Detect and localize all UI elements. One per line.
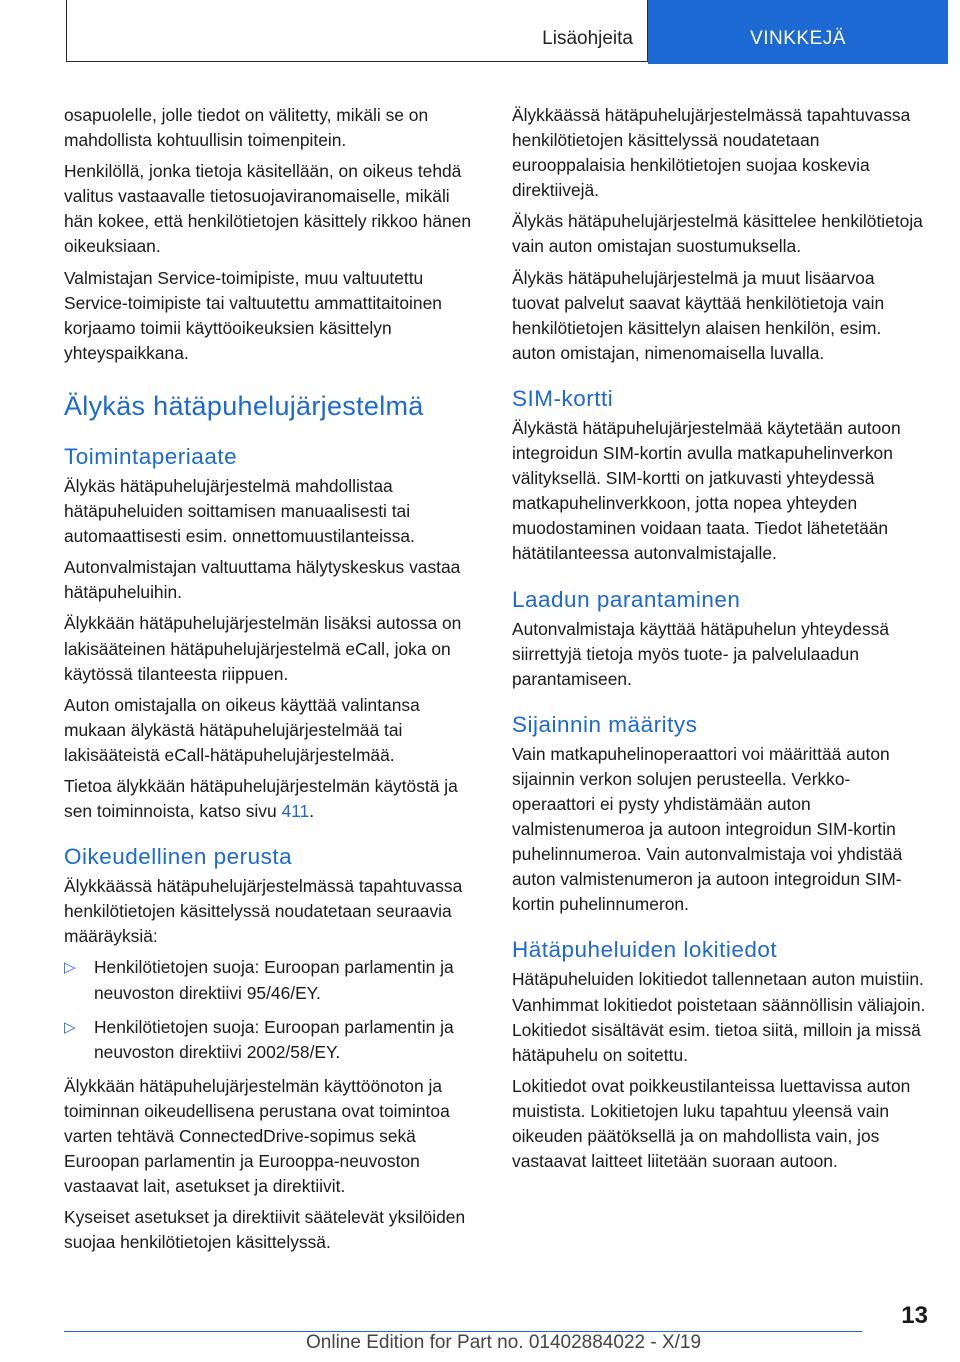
subheading-logs: Hätäpuheluiden lokitiedot [512, 937, 778, 963]
paragraph: Älykäs hätäpuhelujärjestelmä mahdollistaa hätäpuheluiden soittamisen manuaalisesti tai automaattisesti esim. onnettomuustilanteissa. [64, 475, 415, 547]
subheading-quality: Laadun parantaminen [512, 586, 741, 612]
list-item [64, 955, 478, 1005]
paragraph: Älykkäässä hätäpuhelujärjestelmässä tapahtuvassa henkilötietojen käsittelyssä noudatetaan eurooppalaisia henkilötietojen suojaa koskevia direktiivejä. [512, 105, 911, 201]
main-heading: Älykäs hätäpuhelujärjestelmä [64, 390, 424, 421]
triangle-bullet-icon: ▷ [64, 1018, 76, 1036]
right-column [512, 103, 926, 1180]
chapter-title: VINKKEJÄ [750, 28, 846, 49]
paragraph: Autonvalmistaja käyttää hätäpuhelun yhteydessä siirrettyjä tietoja myös tuote- ja palvelulaadun parantamiseen. [512, 618, 890, 689]
subheading-legal: Oikeudellinen perusta [64, 844, 293, 870]
paragraph: Henkilöllä, jonka tietoja käsitellään, on oikeus tehdä valitus vastaavalle tietosuojaviranomaiselle, mikäli hän kokee, että henkilötietojen käsittely rikkoo hänen oikeuksiaan. [64, 161, 472, 257]
paragraph: Lokitiedot ovat poikkeustilanteissa luettavissa auton muistista. Lokitietojen luku tapahtuu yleensä vain oikeuden päätöksellä ja on mahdollista vain, jos vastaavat laitteet liitetään suoraan autoon. [512, 1075, 911, 1172]
page-number: 13 [901, 1302, 928, 1329]
left-column [64, 103, 478, 1261]
list-item-text: Henkilötietojen suoja: Euroopan parlamentin ja neuvoston direktiivi 95/46/EY. [94, 957, 454, 1003]
paragraph: Älykästä hätäpuhelujärjestelmää käytetään autoon integroidun SIM-kortin avulla matkapuhelinverkon välityksellä. SIM-kortti on jatkuvasti yhteydessä matkapuhelinverkkoon, jotta nopea yhteyden muodostaminen voidaan taata. Tiedot lähetetään hätätilanteessa autonvalmistajalle. [512, 417, 901, 564]
page-header [66, 0, 948, 64]
paragraph: Valmistajan Service-toimipiste, muu valtuutettu Service-toimipiste tai valtuutettu ammattitaitoinen korjaamo toimii käyttöoikeuksien käsittelyn yhteyspaikkana. [64, 267, 442, 363]
paragraph: osapuolelle, jolle tiedot on välitetty, mikäli se on mahdollista kohtuullisin toimenpitein. [64, 105, 429, 151]
triangle-bullet-icon: ▷ [64, 959, 76, 977]
footer-edition: Online Edition for Part no. 01402884022 - X/19 [306, 1332, 702, 1353]
paragraph: Vain matkapuhelinoperaattori voi määrittää auton sijainnin verkon solujen perusteella. Verkko-operaattori ei pysty yhdistämään auton valmistenumeroa ja autoon integroidun SIM-kortin puhelinnumeroa. Vain autonvalmistaja voi yhdistää auton valmistenumeron ja autoon integroidun SIM-kortin puhelinnumeron. [512, 743, 903, 915]
paragraph: Älykäs hätäpuhelujärjestelmä ja muut lisäarvoa tuovat palvelut saavat käyttää henkilötietoja vain henkilötietojen käsittelyn alaisen henkilön, esim. auton omistajan, nimenomaisella luvalla. [512, 267, 885, 363]
section-title: Lisäohjeita [542, 28, 633, 49]
page-link[interactable]: 411 [281, 801, 310, 822]
list-item [64, 1015, 478, 1065]
subheading-sim: SIM-kortti [512, 385, 614, 411]
paragraph: Älykkään hätäpuhelujärjestelmän lisäksi autossa on lakisääteinen hätäpuhelujärjestelmä eCall, joka on käytössä tilanteesta riippuen. [64, 613, 462, 684]
paragraph: Kyseiset asetukset ja direktiivit säätelevät yksilöiden suojaa henkilötietojen käsittelyssä. [64, 1207, 466, 1253]
paragraph-page-reference [64, 774, 478, 824]
list-item-text: Henkilötietojen suoja: Euroopan parlamentin ja neuvoston direktiivi 2002/58/EY. [94, 1016, 454, 1062]
subheading-principle: Toimintaperiaate [64, 443, 238, 469]
subheading-location: Sijainnin määritys [512, 711, 698, 737]
directive-list [64, 955, 478, 1064]
reference-end: . [309, 801, 315, 822]
paragraph: Älykkäässä hätäpuhelujärjestelmässä tapahtuvassa henkilötietojen käsittelyssä noudatetaan seuraavia määräyksiä: [64, 876, 463, 947]
paragraph: Älykkään hätäpuhelujärjestelmän käyttöönoton ja toiminnan oikeudellisena perustana ovat toimintoa varten tehtävä ConnectedDrive-sopimus sekä Euroopan parlamentin ja Eurooppa-neuvoston vastaavat lait, asetukset ja direktiivit. [64, 1075, 450, 1197]
paragraph: Auton omistajalla on oikeus käyttää valintansa mukaan älykästä hätäpuhelujärjestelmää tai lakisääteistä eCall-hätäpuhelujärjestelmää. [64, 694, 420, 765]
paragraph: Älykäs hätäpuhelujärjestelmä käsittelee henkilötietoja vain auton omistajan suostumuksella. [512, 211, 923, 257]
reference-text: Tietoa älykkään hätäpuhelujärjestelmän käytöstä ja sen toiminnoista, katso sivu [64, 775, 458, 822]
paragraph: Hätäpuheluiden lokitiedot tallennetaan auton muistiin. Vanhimmat lokitiedot poistetaan säännöllisin väliajoin. Lokitiedot sisältävät esim. tietoa siitä, milloin ja missä hätäpuhelu on soitettu. [512, 969, 926, 1065]
chapter-tab [648, 0, 948, 64]
section-tab [66, 0, 648, 62]
paragraph: Autonvalmistajan valtuuttama hälytyskeskus vastaa hätäpuheluihin. [64, 557, 461, 603]
